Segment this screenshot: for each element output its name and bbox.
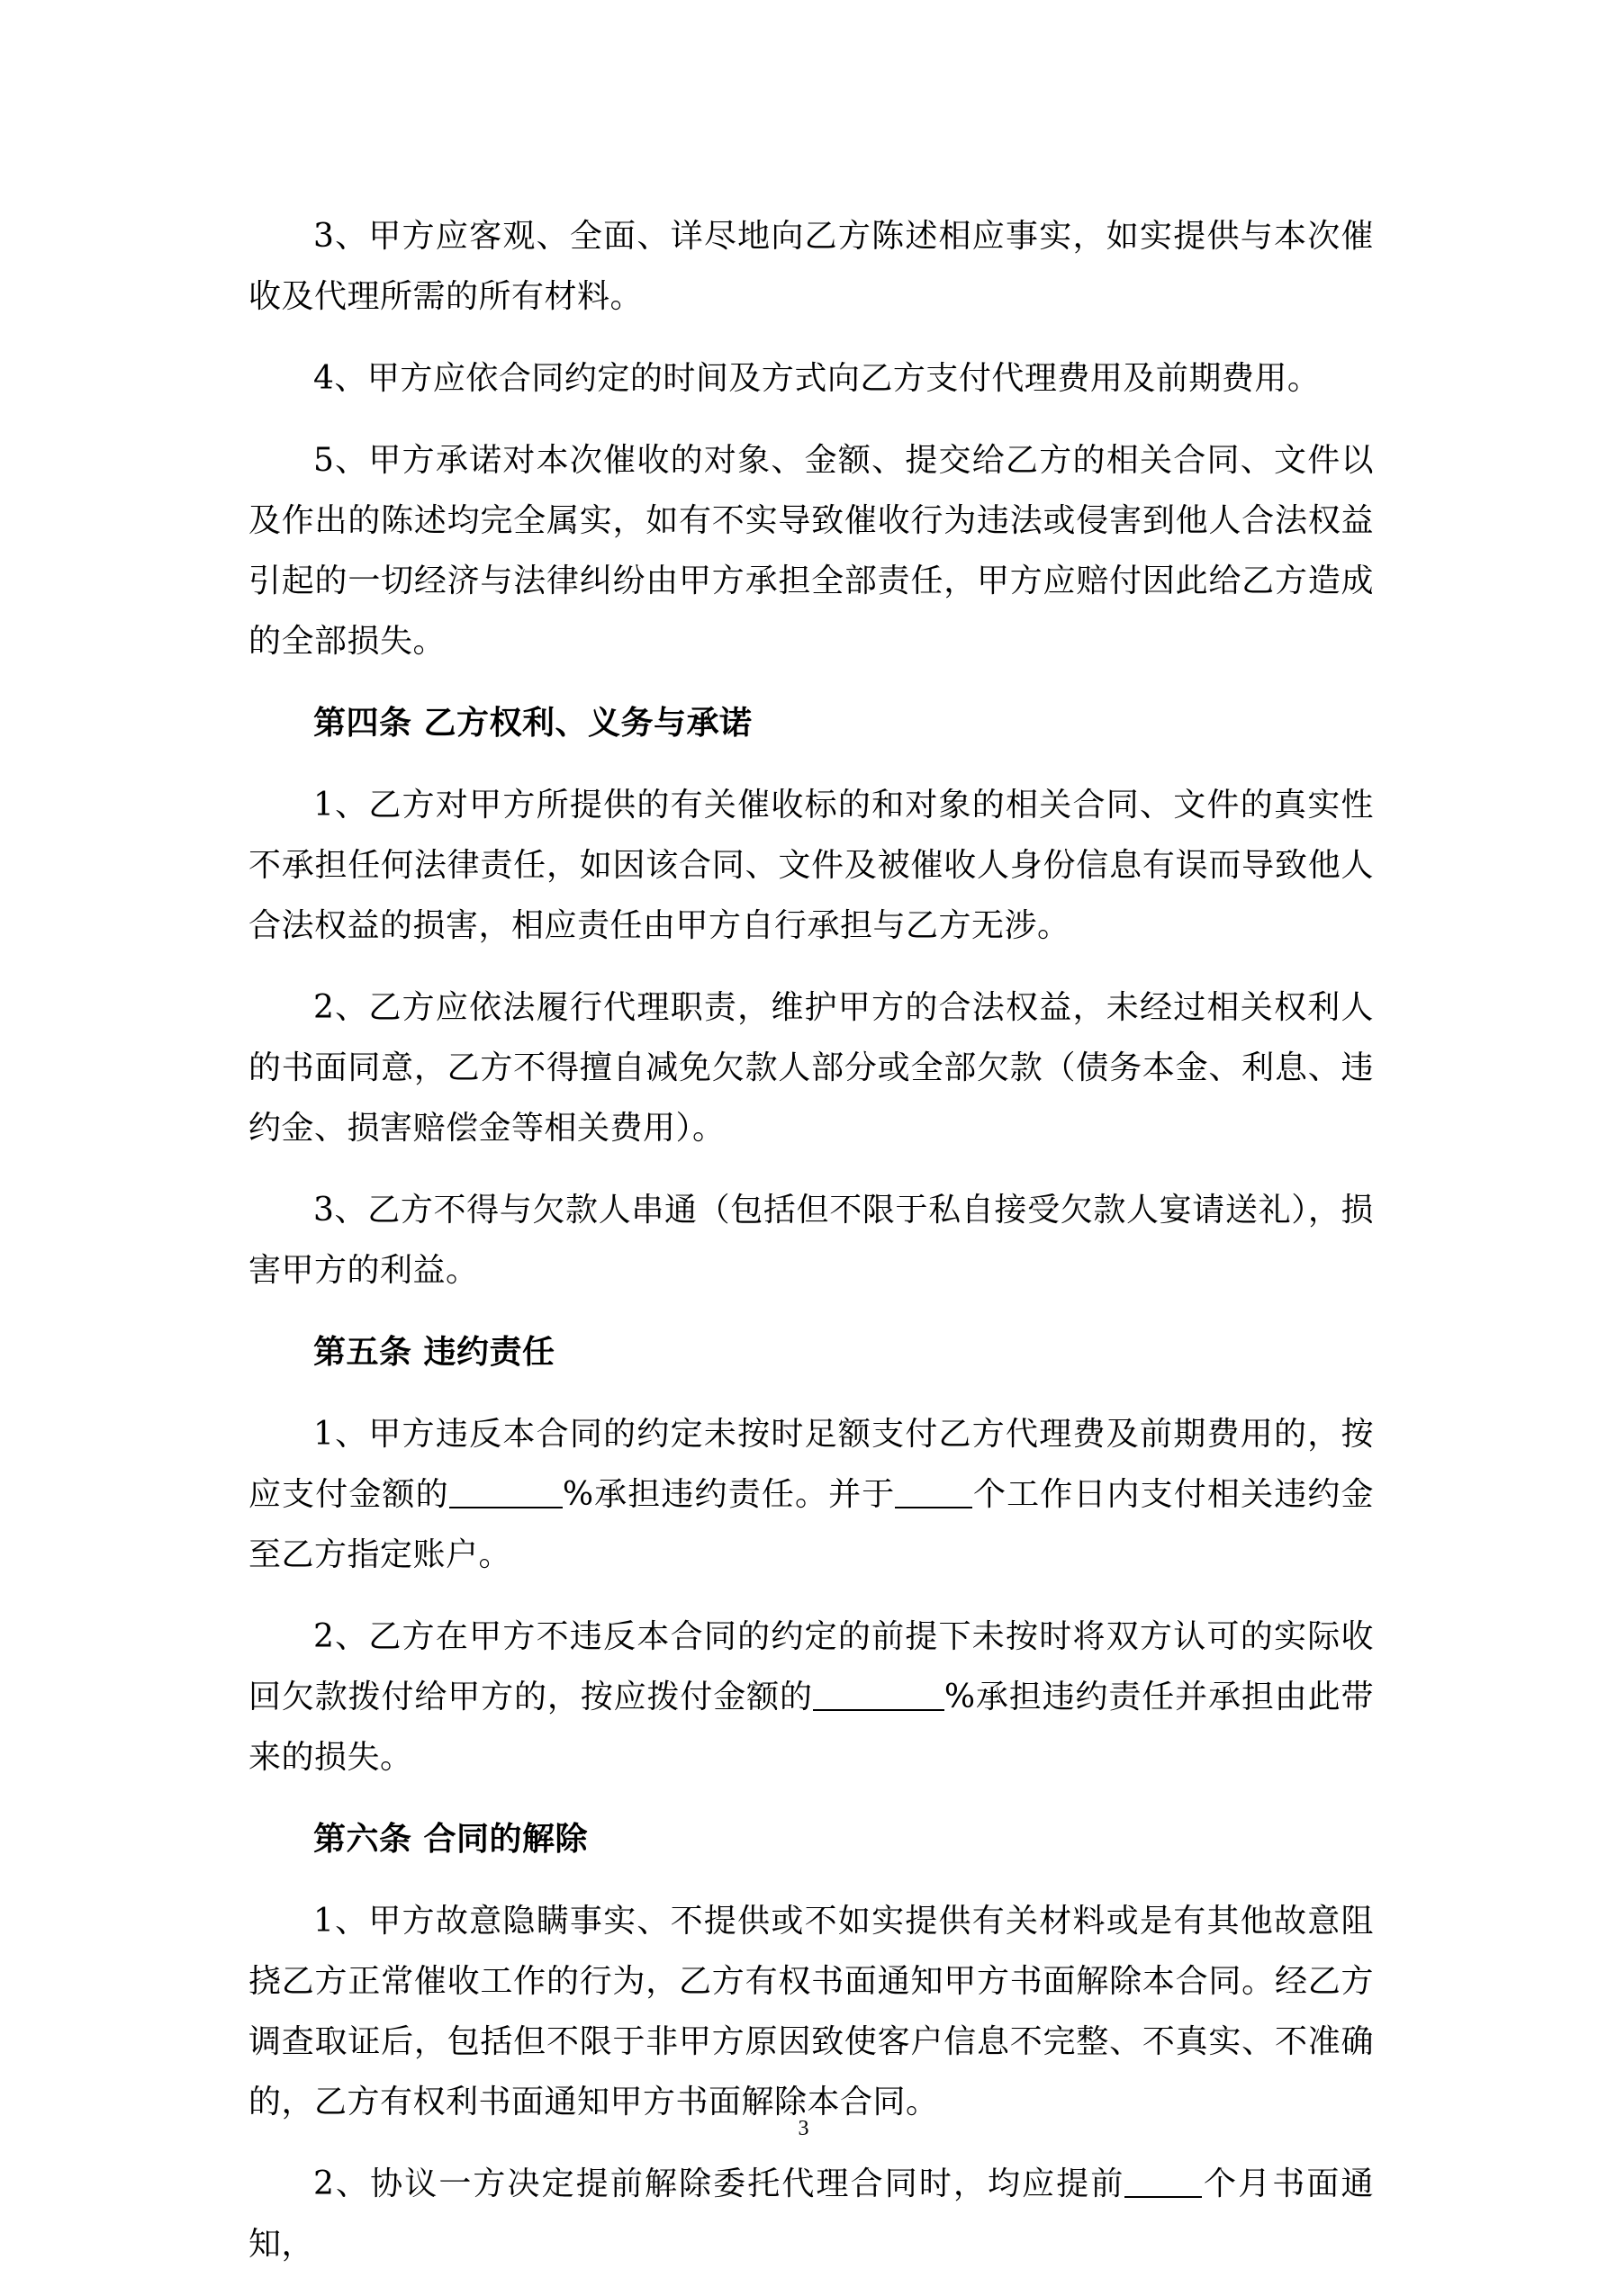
blank-workdays-field[interactable] [895, 1476, 972, 1508]
paragraph-3-2: 4、甲方应依合同约定的时间及方式向乙方支付代理费用及前期费用。 [313, 360, 1321, 397]
blank-months-field[interactable] [1124, 2165, 1202, 2198]
text-segment: 2、乙方在甲方不违反本合同的约定的前提下未按时将双方认可的实际收回欠款拨付给甲方的，按应拨付金额的 [248, 1618, 1374, 1715]
section-heading-article-4: 第四条 乙方权利、义务与承诺 [313, 704, 753, 742]
text-segment: 个月书面通知， [248, 2165, 1374, 2263]
paragraph-5-1 [248, 1404, 1374, 1585]
paragraph-6-2 [248, 2154, 1374, 2274]
paragraph-6-1: 1、甲方故意隐瞒事实、不提供或不如实提供有关材料或是有其他故意阻挠乙方正常催收工作的行为，乙方有权书面通知甲方书面解除本合同。经乙方调查取证后，包括但不限于非甲方原因致使客户信息不完整、不真实、不准确的，乙方有权利书面通知甲方书面解除本合同。 [248, 1903, 1374, 2120]
section-heading-article-6: 第六条 合同的解除 [313, 1820, 589, 1858]
text-segment: 个工作日内支付相关违约金至乙方指定账户。 [248, 1476, 1374, 1573]
paragraph-3-1: 3、甲方应客观、全面、详尽地向乙方陈述相应事实，如实提供与本次催收及代理所需的所有材料。 [248, 218, 1374, 315]
text-segment: %承担违约责任并承担由此带来的损失。 [248, 1679, 1374, 1776]
paragraph-3-3: 5、甲方承诺对本次催收的对象、金额、提交给乙方的相关合同、文件以及作出的陈述均完全属实，如有不实导致催收行为违法或侵害到他人合法权益引起的一切经济与法律纠纷由甲方承担全部责任，甲方应赔付因此给乙方造成的全部损失。 [248, 442, 1374, 660]
paragraph-4-3: 3、乙方不得与欠款人串通（包括但不限于私自接受欠款人宴请送礼），损害甲方的利益。 [248, 1192, 1374, 1289]
paragraph-5-2 [248, 1607, 1374, 1787]
blank-percentage-field[interactable] [449, 1476, 563, 1508]
text-segment: 1、甲方违反本合同的约定未按时足额支付乙方代理费及前期费用的，按应支付金额的 [248, 1416, 1374, 1513]
section-heading-article-5: 第五条 违约责任 [313, 1333, 555, 1371]
page-number: 3 [798, 2117, 809, 2140]
text-segment: 2、协议一方决定提前解除委托代理合同时，均应提前 [313, 2165, 1125, 2202]
paragraph-4-2: 2、乙方应依法履行代理职责，维护甲方的合法权益，未经过相关权利人的书面同意，乙方不得擅自减免欠款人部分或全部欠款（债务本金、利息、违约金、损害赔偿金等相关费用）。 [248, 989, 1374, 1147]
document-body [248, 206, 1374, 2296]
text-segment: %承担违约责任。并于 [562, 1476, 896, 1513]
paragraph-4-1: 1、乙方对甲方所提供的有关催收标的和对象的相关合同、文件的真实性不承担任何法律责任，如因该合同、文件及被催收人身份信息有误而导致他人合法权益的损害，相应责任由甲方自行承担与乙方无涉。 [248, 787, 1374, 944]
blank-percentage-field[interactable] [813, 1679, 944, 1711]
